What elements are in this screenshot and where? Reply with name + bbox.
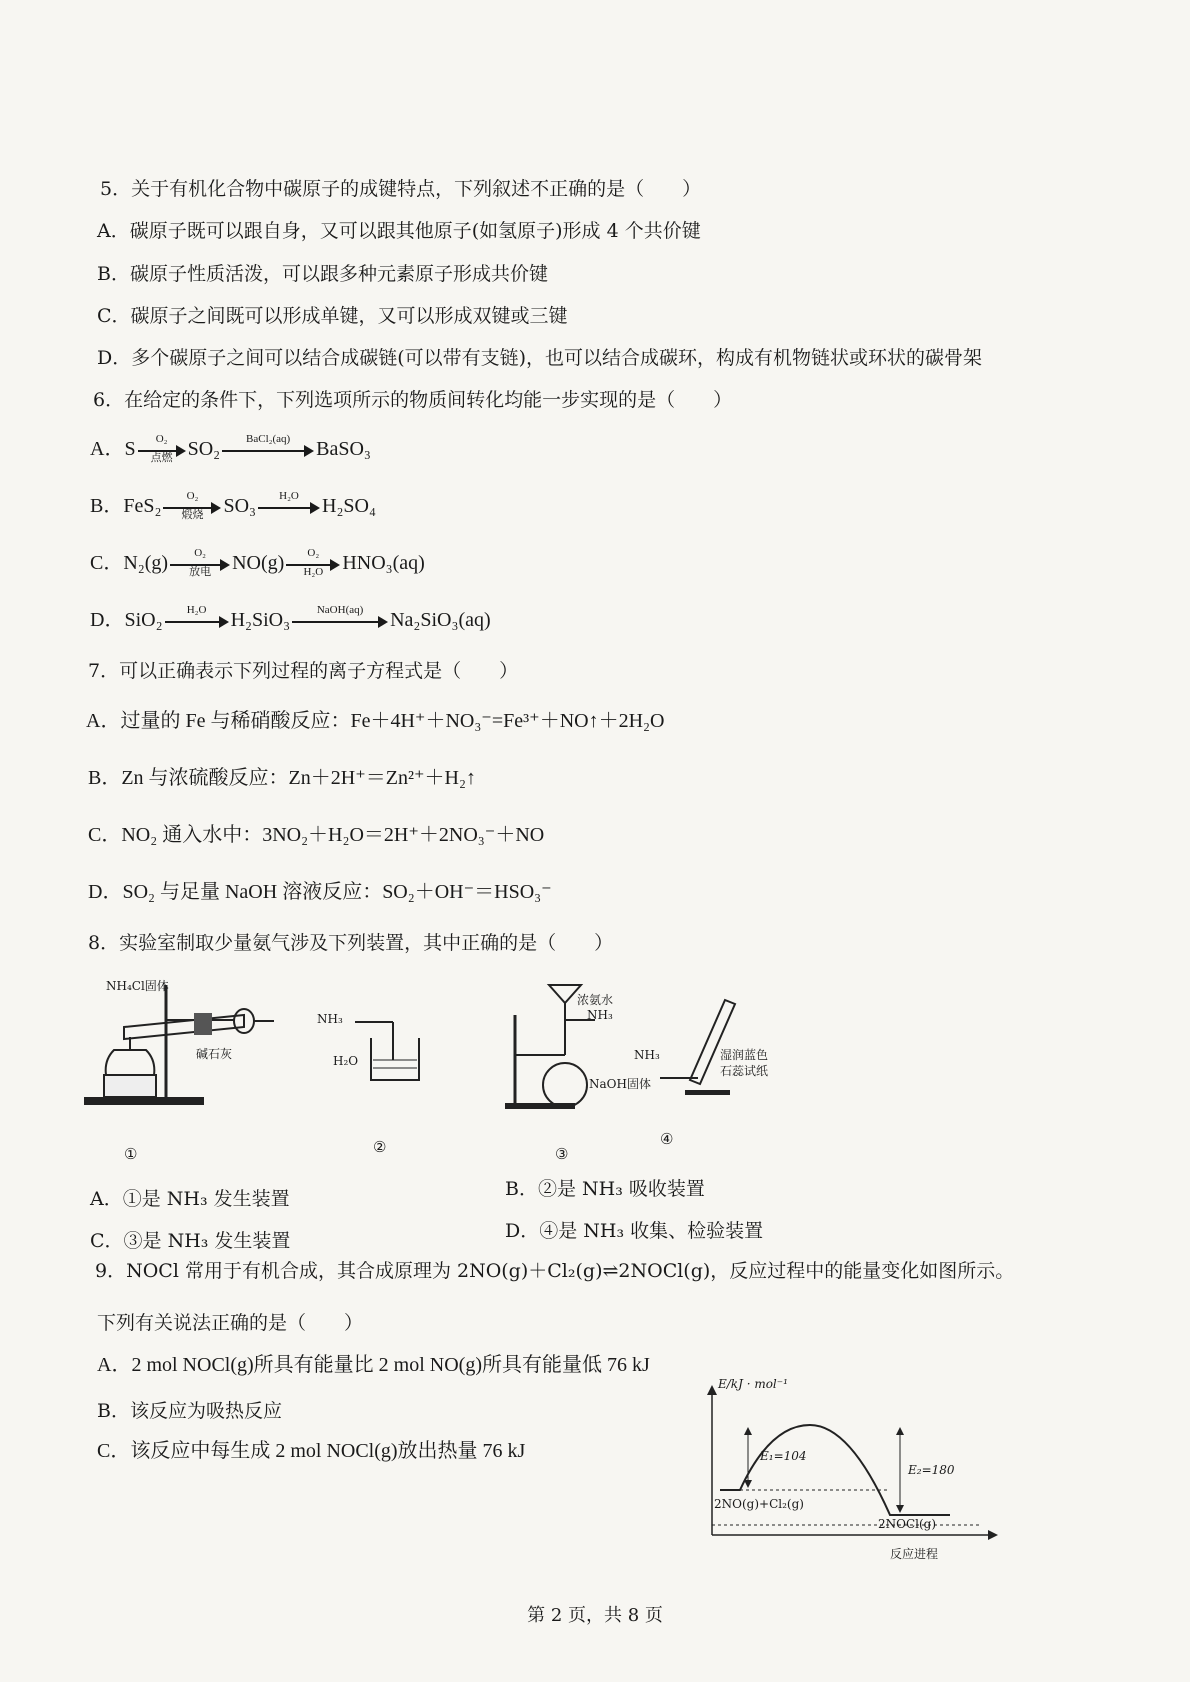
page-footer: 第 2 页，共 8 页 xyxy=(527,1605,663,1626)
q9-option-b: B．该反应为吸热反应 xyxy=(97,1400,282,1422)
heating-apparatus-diagram xyxy=(84,975,284,1115)
apparatus-figure-3 xyxy=(505,975,651,1163)
q7-option-b: B．Zn 与浓硫酸反应：Zn＋2H⁺＝Zn²⁺＋H₂↑ xyxy=(88,767,476,789)
apparatus-figure-4 xyxy=(630,990,790,1148)
apparatus-figure-2 xyxy=(317,1010,435,1156)
fig2-number: ② xyxy=(373,1138,387,1156)
energy-profile-chart xyxy=(700,1385,1000,1565)
fig3-label-naoh: NaOH固体 xyxy=(589,1077,651,1091)
apparatus-figure-1 xyxy=(84,975,284,1163)
q9-option-a: A．2 mol NOCl(g)所具有能量比 2 mol NO(g)所具有能量低 76 kJ xyxy=(97,1354,650,1376)
graph-ylabel: E/kJ · mol⁻¹ xyxy=(718,1377,788,1391)
graph-reactant-label: 2NO(g)+Cl₂(g) xyxy=(714,1497,804,1511)
q7-option-d: D．SO₂ 与足量 NaOH 溶液反应：SO₂＋OH⁻＝HSO₃⁻ xyxy=(88,881,552,903)
q8-stem: 8．实验室制取少量氨气涉及下列装置，其中正确的是（ ） xyxy=(88,932,614,954)
fig4-number: ④ xyxy=(660,1130,674,1148)
q8-option-b: B．②是 NH₃ 吸收装置 xyxy=(505,1178,705,1200)
fig3-label-ammonia: 浓氨水 xyxy=(577,993,614,1007)
fig1-number: ① xyxy=(124,1145,138,1163)
fig4-label-nh3: NH₃ xyxy=(634,1048,660,1062)
q6-option-d: D．SiO₂ H₂O H₂SiO₃ NaOH(aq) Na₂SiO₃(aq) xyxy=(90,604,491,631)
fig1-label-nh4cl: NH₄Cl固体 xyxy=(106,979,169,993)
graph-e2-label: E₂=180 xyxy=(908,1463,955,1477)
q8-option-a: A．①是 NH₃ 发生装置 xyxy=(90,1188,290,1210)
fig3-number: ③ xyxy=(555,1145,569,1163)
graph-product-label: 2NOCl(g) xyxy=(878,1517,937,1531)
q5-option-b: B．碳原子性质活泼，可以跟多种元素原子形成共价键 xyxy=(97,263,548,285)
graph-xlabel: 反应进程 xyxy=(890,1547,939,1561)
q9-stem-continued: 下列有关说法正确的是（ ） xyxy=(97,1312,364,1334)
fig3-label-nh3: NH₃ xyxy=(587,1008,613,1022)
q7-option-a: A．过量的 Fe 与稀硝酸反应：Fe＋4H⁺＋NO₃⁻=Fe³⁺＋NO↑＋2H₂O xyxy=(86,710,665,732)
fig4-label-litmus-b: 石蕊试纸 xyxy=(720,1064,769,1078)
q8-option-c: C．③是 NH₃ 发生装置 xyxy=(90,1230,291,1252)
q7-option-c: C．NO₂ 通入水中：3NO₂＋H₂O＝2H⁺＋2NO₃⁻＋NO xyxy=(88,824,545,846)
q6-stem: 6．在给定的条件下，下列选项所示的物质间转化均能一步实现的是（ ） xyxy=(93,389,733,411)
q5-option-a: A．碳原子既可以跟自身，又可以跟其他原子(如氢原子)形成 4 个共价键 xyxy=(97,220,701,242)
generation-apparatus-diagram xyxy=(505,975,645,1115)
q8-option-d: D．④是 NH₃ 收集、检验装置 xyxy=(505,1220,764,1242)
q5-option-d: D．多个碳原子之间可以结合成碳链(可以带有支链)，也可以结合成碳环，构成有机物链状或环状的碳骨架 xyxy=(97,347,983,369)
q6-option-c: C．N₂(g) O₂ 放电 NO(g) $\frac{\text{O₂}}{\text{H₂O}}$ HNO₃(aq) xyxy=(90,547,425,579)
graph-e1-label: E₁=104 xyxy=(760,1449,807,1463)
energy-diagram xyxy=(700,1377,1000,1565)
q9-stem: 9．NOCl 常用于有机合成，其合成原理为 2NO(g)＋Cl₂(g)⇌2NOCl(g)，反应过程中的能量变化如图所示。 xyxy=(95,1260,1015,1282)
q6-option-b: B．FeS₂ O₂ 煅烧 SO₃ H₂O H₂SO₄ xyxy=(90,490,376,522)
q5-option-c: C．碳原子之间既可以形成单键，又可以形成双键或三键 xyxy=(97,305,568,327)
q5-stem: 5．关于有机化合物中碳原子的成键特点，下列叙述不正确的是（ ） xyxy=(100,178,702,200)
fig2-label-nh3: NH₃ xyxy=(317,1012,343,1026)
fig4-label-litmus-a: 湿润蓝色 xyxy=(720,1048,769,1062)
fig1-label-sodalime: 碱石灰 xyxy=(196,1047,233,1061)
q7-stem: 7．可以正确表示下列过程的离子方程式是（ ） xyxy=(88,660,519,682)
q9-option-c: C．该反应中每生成 2 mol NOCl(g)放出热量 76 kJ xyxy=(97,1440,526,1462)
fig2-label-water: H₂O xyxy=(333,1054,359,1068)
q6-option-a: A．S O₂ 点燃 SO₂ BaCl₂(aq) BaSO₃ xyxy=(90,433,371,465)
